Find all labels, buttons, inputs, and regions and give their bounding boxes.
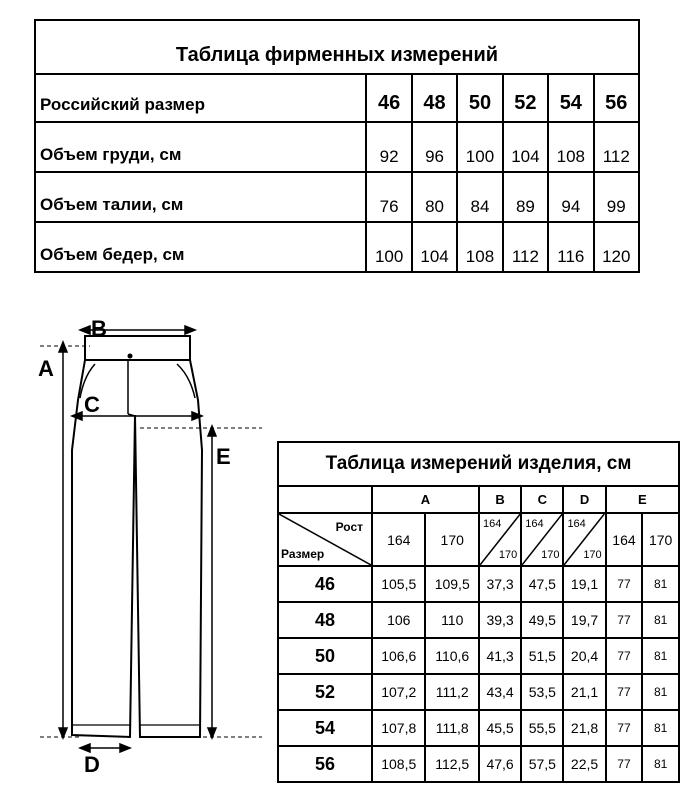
diag-cell-c: 164 170	[521, 513, 563, 566]
empty-cell	[278, 486, 372, 513]
cell-b: 37,3	[479, 566, 521, 602]
letter-d: D	[84, 752, 100, 777]
cell: 116	[548, 222, 593, 272]
table1-title: Таблица фирменных измерений	[35, 20, 639, 74]
height-164: 164	[606, 513, 643, 566]
table-row	[278, 746, 679, 782]
corner-height-label: Рост	[335, 520, 363, 534]
group-c: C	[521, 486, 563, 513]
cell-d: 22,5	[563, 746, 605, 782]
cell-e170: 81	[642, 746, 679, 782]
diag-cell-b: 164 170	[479, 513, 521, 566]
cell-e164: 77	[606, 566, 643, 602]
table-row	[278, 566, 679, 602]
table1-size: 50	[457, 74, 502, 122]
cell-c: 51,5	[521, 638, 563, 674]
arrow-icon	[120, 744, 130, 752]
size-cell: 46	[278, 566, 372, 602]
height-170: 170	[425, 513, 478, 566]
cell: 100	[457, 122, 502, 172]
cell-d: 19,7	[563, 602, 605, 638]
cell: 120	[594, 222, 639, 272]
cell-c: 55,5	[521, 710, 563, 746]
cell-a164: 107,8	[372, 710, 425, 746]
arrow-icon	[59, 342, 67, 352]
cell-a170: 110	[425, 602, 478, 638]
cell: 104	[412, 222, 457, 272]
cell-e164: 77	[606, 746, 643, 782]
row-label: Объем талии, см	[35, 172, 366, 222]
table1-row-hips	[35, 222, 639, 272]
arrow-icon	[80, 326, 90, 334]
table1-size: 48	[412, 74, 457, 122]
table-row	[278, 710, 679, 746]
group-e: E	[606, 486, 679, 513]
button-icon	[128, 354, 133, 359]
cell-c: 49,5	[521, 602, 563, 638]
cell: 76	[366, 172, 411, 222]
cell-b: 45,5	[479, 710, 521, 746]
cell-a170: 112,5	[425, 746, 478, 782]
letter-a: A	[38, 356, 54, 381]
arrow-icon	[80, 744, 90, 752]
letter-c: C	[84, 392, 100, 417]
cell-a164: 106	[372, 602, 425, 638]
cell: 112	[503, 222, 548, 272]
cell-a170: 109,5	[425, 566, 478, 602]
cell: 99	[594, 172, 639, 222]
cell-b: 41,3	[479, 638, 521, 674]
cell-a170: 111,8	[425, 710, 478, 746]
cell-b: 39,3	[479, 602, 521, 638]
trousers-drawing	[0, 300, 270, 800]
cell: 92	[366, 122, 411, 172]
cell: 108	[548, 122, 593, 172]
arrow-icon	[185, 326, 195, 334]
row-label: Объем груди, см	[35, 122, 366, 172]
cell: 100	[366, 222, 411, 272]
table-row	[278, 674, 679, 710]
cell-e170: 81	[642, 674, 679, 710]
table2-title: Таблица измерений изделия, см	[278, 442, 679, 486]
cell: 96	[412, 122, 457, 172]
cell-e164: 77	[606, 638, 643, 674]
product-measurements-table	[277, 441, 680, 783]
table1-size: 56	[594, 74, 639, 122]
cell: 89	[503, 172, 548, 222]
group-d: D	[563, 486, 605, 513]
table1-row-waist	[35, 172, 639, 222]
cell-e170: 81	[642, 710, 679, 746]
letter-b: B	[91, 316, 107, 341]
cell-d: 21,8	[563, 710, 605, 746]
height-164: 164	[372, 513, 425, 566]
size-cell: 56	[278, 746, 372, 782]
cell-d: 19,1	[563, 566, 605, 602]
cell-e164: 77	[606, 710, 643, 746]
cell: 80	[412, 172, 457, 222]
table-row	[278, 638, 679, 674]
cell-e170: 81	[642, 602, 679, 638]
cell-a164: 108,5	[372, 746, 425, 782]
diag-cell-d: 164 170	[563, 513, 605, 566]
letter-e: E	[216, 444, 231, 469]
cell-e170: 81	[642, 566, 679, 602]
cell-a170: 110,6	[425, 638, 478, 674]
cell-c: 57,5	[521, 746, 563, 782]
cell-b: 43,4	[479, 674, 521, 710]
size-cell: 48	[278, 602, 372, 638]
cell: 94	[548, 172, 593, 222]
table-row	[278, 602, 679, 638]
cell-c: 47,5	[521, 566, 563, 602]
cell-e164: 77	[606, 602, 643, 638]
table1-header-label: Российский размер	[35, 74, 366, 122]
cell-d: 20,4	[563, 638, 605, 674]
cell-e164: 77	[606, 674, 643, 710]
cell-b: 47,6	[479, 746, 521, 782]
cell-c: 53,5	[521, 674, 563, 710]
cell-a164: 106,6	[372, 638, 425, 674]
table1-size: 46	[366, 74, 411, 122]
cell-a164: 107,2	[372, 674, 425, 710]
cell-a164: 105,5	[372, 566, 425, 602]
size-cell: 52	[278, 674, 372, 710]
fly-line	[128, 360, 135, 416]
table1-size: 54	[548, 74, 593, 122]
group-b: B	[479, 486, 521, 513]
corner-size-label: Размер	[281, 547, 325, 561]
brand-measurements-table	[34, 19, 640, 273]
cell: 84	[457, 172, 502, 222]
table1-row-chest	[35, 122, 639, 172]
row-label: Объем бедер, см	[35, 222, 366, 272]
table1-size: 52	[503, 74, 548, 122]
size-cell: 50	[278, 638, 372, 674]
arrow-icon	[72, 412, 82, 420]
size-cell: 54	[278, 710, 372, 746]
cell: 104	[503, 122, 548, 172]
cell: 112	[594, 122, 639, 172]
height-170: 170	[642, 513, 679, 566]
cell-d: 21,1	[563, 674, 605, 710]
cell-e170: 81	[642, 638, 679, 674]
group-a: A	[372, 486, 479, 513]
cell-a170: 111,2	[425, 674, 478, 710]
corner-cell	[278, 513, 372, 566]
cell: 108	[457, 222, 502, 272]
